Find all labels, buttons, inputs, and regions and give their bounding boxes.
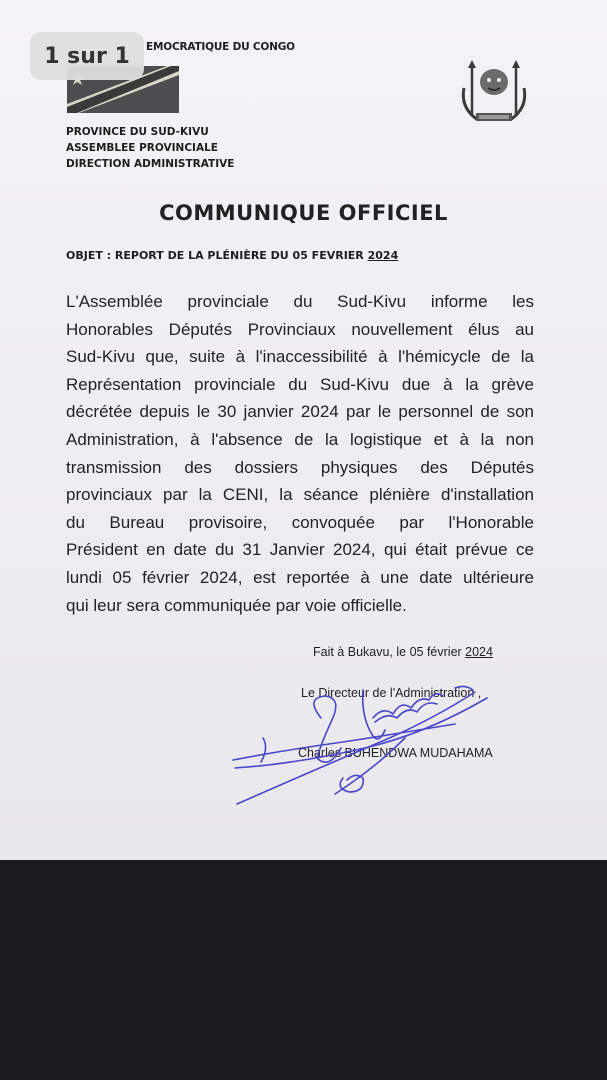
body-line: du Bureau provisoire, convoquée par l'Honorable bbox=[66, 512, 534, 532]
body-line: provinciaux par la CENI, la séance plénière d'installation bbox=[66, 485, 534, 505]
body-line: Honorables Députés Provinciaux nouvellement élus au bbox=[66, 319, 534, 339]
document-title: COMMUNIQUE OFFICIEL bbox=[159, 201, 448, 225]
signatory-title: Le Directeur de l'Administration , bbox=[301, 686, 482, 700]
place-date-text: Fait à Bukavu, le 05 février bbox=[313, 645, 466, 659]
body-line: Représentation provinciale du Sud-Kivu due à la grève bbox=[66, 374, 534, 394]
subject-line bbox=[66, 249, 398, 262]
body-line: lundi 05 février 2024, est reportée à une date ultérieure bbox=[66, 567, 534, 587]
body-line: décrétée depuis le 30 janvier 2024 par le personnel de son bbox=[66, 402, 534, 422]
body-line: L'Assemblée provinciale du Sud-Kivu informe les bbox=[66, 292, 534, 311]
handwritten-signature bbox=[225, 678, 525, 828]
body-line: qui leur sera communiquée par voie officielle. bbox=[66, 595, 407, 615]
communique-body bbox=[66, 288, 534, 619]
direction-line: DIRECTION ADMINISTRATIVE bbox=[66, 158, 235, 170]
country-heading: EMOCRATIQUE DU CONGO bbox=[146, 41, 295, 53]
page-indicator-badge: 1 sur 1 bbox=[30, 32, 144, 80]
body-line: transmission des dossiers physiques des Députés bbox=[66, 457, 534, 477]
place-date-year: 2024 bbox=[465, 645, 493, 659]
subject-year: 2024 bbox=[367, 249, 399, 262]
body-line: Sud-Kivu que, suite à l'inaccessibilité à l'hémicycle de la bbox=[66, 347, 534, 367]
body-line: Administration, à l'absence de la logistique et à la non bbox=[66, 429, 534, 449]
body-line: Président en date du 31 Janvier 2024, qui était prévue ce bbox=[66, 540, 534, 560]
province-line: PROVINCE DU SUD-KIVU bbox=[66, 126, 209, 138]
coat-of-arms-emblem-icon bbox=[452, 58, 536, 130]
place-date bbox=[313, 645, 493, 659]
administration-block bbox=[66, 124, 234, 172]
subject-text: OBJET : REPORT DE LA PLÉNIÈRE DU 05 FEVRIER bbox=[66, 249, 368, 262]
assembly-line: ASSEMBLEE PROVINCIALE bbox=[66, 142, 218, 154]
signatory-name: Charles BUHENDWA MUDAHAMA bbox=[298, 746, 493, 760]
